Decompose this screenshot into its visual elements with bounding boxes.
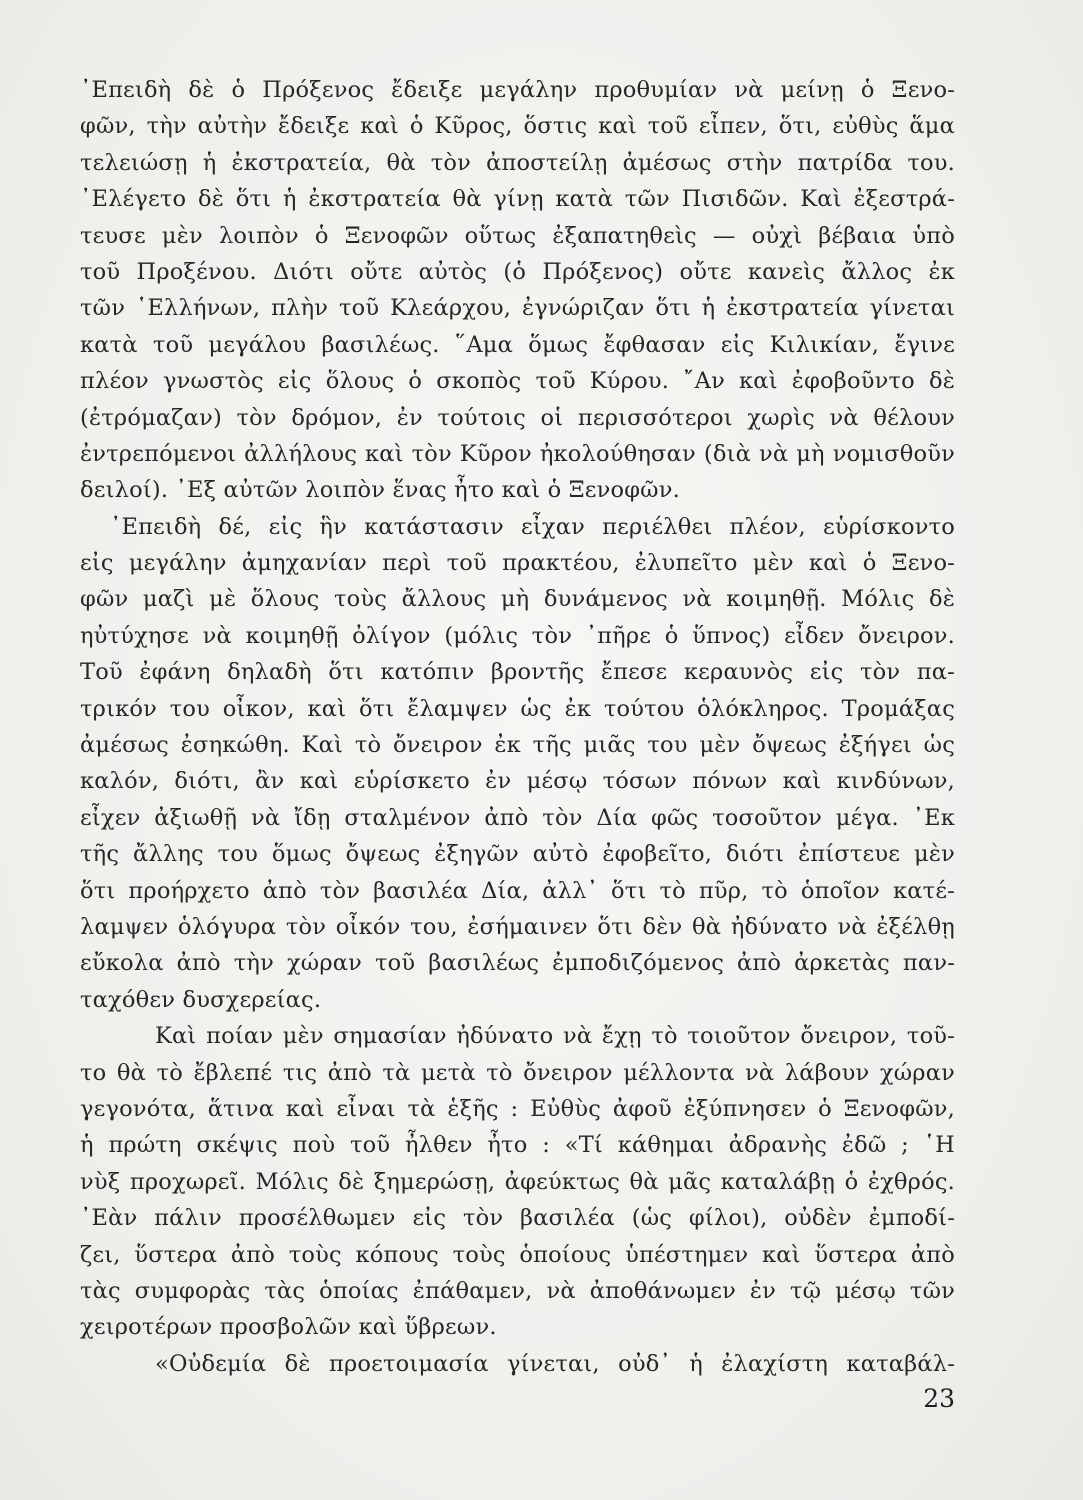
page-number: 23 — [923, 1384, 955, 1413]
text-line: ὅτι προήρχετο ἀπὸ τὸν βασιλέα Δία, ἀλλ᾿ ὅτι τὸ πῦρ, τὸ ὁποῖον κατέ- — [80, 877, 955, 904]
text-line: φῶν, τὴν αὐτὴν ἔδειξε καὶ ὁ Κῦρος, ὅστις καὶ τοῦ εἶπεν, ὅτι, εὐθὺς ἅμα — [80, 113, 955, 140]
text-line: γεγονότα, ἅτινα καὶ εἶναι τὰ ἑξῆς : Εὐθὺς ἀφοῦ ἐξύπνησεν ὁ Ξενοφῶν, — [80, 1095, 955, 1122]
text-line: τευσε μὲν λοιπὸν ὁ Ξενοφῶν οὕτως ἐξαπατηθεὶς — οὐχὶ βέβαια ὑπὸ — [80, 222, 955, 249]
text-line: τῆς ἄλλης του ὅμως ὄψεως ἐξηγῶν αὐτὸ ἐφοβεῖτο, διότι ἐπίστευε μὲν — [80, 841, 955, 868]
text-line: τὰς συμφορὰς τὰς ὁποίας ἐπάθαμεν, νὰ ἀποθάνωμεν ἐν τῷ μέσῳ τῶν — [80, 1277, 955, 1304]
text-line: (ἐτρόμαζαν) τὸν δρόμον, ἐν τούτοις οἱ περισσότεροι χωρὶς νὰ θέλουν — [80, 404, 955, 431]
text-line: πλέον γνωστὸς εἰς ὅλους ὁ σκοπὸς τοῦ Κύρου. ῎Αν καὶ ἐφοβοῦντο δὲ — [80, 368, 955, 395]
text-line: τῶν ῾Ελλήνων, πλὴν τοῦ Κλεάρχου, ἐγνώριζαν ὅτι ἡ ἐκστρατεία γίνεται — [80, 295, 955, 322]
text-line: Καὶ ποίαν μὲν σημασίαν ἠδύνατο νὰ ἔχῃ τὸ τοιοῦτον ὄνειρον, τοῦ- — [155, 1023, 955, 1050]
text-line: λαμψεν ὁλόγυρα τὸν οἶκόν του, ἐσήμαινεν ὅτι δὲν θὰ ἠδύνατο νὰ ἐξέλθῃ — [80, 913, 955, 940]
text-line: τοῦ Προξένου. Διότι οὔτε αὐτὸς (ὁ Πρόξενος) οὔτε κανεὶς ἄλλος ἐκ — [80, 258, 955, 285]
text-line: ἀμέσως ἐσηκώθη. Καὶ τὸ ὄνειρον ἐκ τῆς μιᾶς του μὲν ὄψεως ἐξήγει ὡς — [80, 732, 955, 759]
text-line: εἶχεν ἀξιωθῇ νὰ ἴδῃ σταλμένον ἀπὸ τὸν Δία φῶς τοσοῦτον μέγα. ᾿Εκ — [80, 804, 955, 831]
body-text — [80, 72, 955, 1382]
text-line: ἡ πρώτη σκέψις ποὺ τοῦ ἦλθεν ἦτο : «Τί κάθημαι ἀδρανὴς ἐδῶ ; ῾Η — [80, 1132, 955, 1159]
text-line: ζει, ὕστερα ἀπὸ τοὺς κόπους τοὺς ὁποίους ὑπέστημεν καὶ ὕστερα ἀπὸ — [80, 1241, 955, 1268]
text-line: τρικόν του οἶκον, καὶ ὅτι ἔλαμψεν ὡς ἐκ τούτου ὁλόκληρος. Τρομάξας — [80, 695, 955, 722]
text-line: το θὰ τὸ ἔβλεπέ τις ἀπὸ τὰ μετὰ τὸ ὄνειρον μέλλοντα νὰ λάβουν χώραν — [80, 1059, 955, 1086]
text-line: ηὐτύχησε νὰ κοιμηθῇ ὀλίγον (μόλις τὸν ᾿πῆρε ὁ ὕπνος) εἶδεν ὄνειρον. — [80, 622, 955, 649]
text-line: καλόν, διότι, ἂν καὶ εὑρίσκετο ἐν μέσῳ τόσων πόνων καὶ κινδύνων, — [80, 768, 955, 795]
text-line: ᾿Επειδὴ δέ, εἰς ἣν κατάστασιν εἶχαν περιέλθει πλέον, εὑρίσκοντο — [110, 513, 955, 540]
text-line: «Οὐδεμία δὲ προετοιμασία γίνεται, οὐδ᾿ ἡ ἐλαχίστη καταβάλ- — [155, 1350, 955, 1377]
text-line: τελειώσῃ ἡ ἐκστρατεία, θὰ τὸν ἀποστείλῃ ἀμέσως στὴν πατρίδα του. — [80, 149, 955, 176]
text-line: φῶν μαζὶ μὲ ὅλους τοὺς ἄλλους μὴ δυνάμενος νὰ κοιμηθῇ. Μόλις δὲ — [80, 586, 955, 613]
text-line: δειλοί). ᾿Εξ αὐτῶν λοιπὸν ἕνας ἦτο καὶ ὁ Ξενοφῶν. — [80, 477, 680, 504]
text-line: χειροτέρων προσβολῶν καὶ ὕβρεων. — [80, 1314, 497, 1341]
text-line: κατὰ τοῦ μεγάλου βασιλέως. ῞Αμα ὅμως ἔφθασαν εἰς Κιλικίαν, ἔγινε — [80, 331, 955, 358]
text-line: εἰς μεγάλην ἀμηχανίαν περὶ τοῦ πρακτέου, ἐλυπεῖτο μὲν καὶ ὁ Ξενο- — [80, 550, 955, 577]
text-line: Τοῦ ἐφάνη δηλαδὴ ὅτι κατόπιν βροντῆς ἔπεσε κεραυνὸς εἰς τὸν πα- — [80, 659, 955, 686]
text-line: ᾿Επειδὴ δὲ ὁ Πρόξενος ἔδειξε μεγάλην προθυμίαν νὰ μείνῃ ὁ Ξενο- — [80, 77, 955, 103]
text-line: ᾿Ελέγετο δὲ ὅτι ἡ ἐκστρατεία θὰ γίνῃ κατὰ τῶν Πισιδῶν. Καὶ ἐξεστρά- — [80, 186, 955, 213]
text-line: εὔκολα ἀπὸ τὴν χώραν τοῦ βασιλέως ἐμποδιζόμενος ἀπὸ ἀρκετὰς παν- — [80, 950, 955, 977]
text-line: ταχόθεν δυσχερείας. — [80, 986, 322, 1013]
text-line: ᾿Εὰν πάλιν προσέλθωμεν εἰς τὸν βασιλέα (ὡς φίλοι), οὐδὲν ἐμποδί- — [80, 1205, 955, 1232]
text-line: νὺξ προχωρεῖ. Μόλις δὲ ξημερώσῃ, ἀφεύκτως θὰ μᾶς καταλάβῃ ὁ ἐχθρός. — [80, 1168, 955, 1195]
text-line: ἐντρεπόμενοι ἀλλήλους καὶ τὸν Κῦρον ἠκολούθησαν (διὰ νὰ μὴ νομισθοῦν — [80, 440, 955, 467]
